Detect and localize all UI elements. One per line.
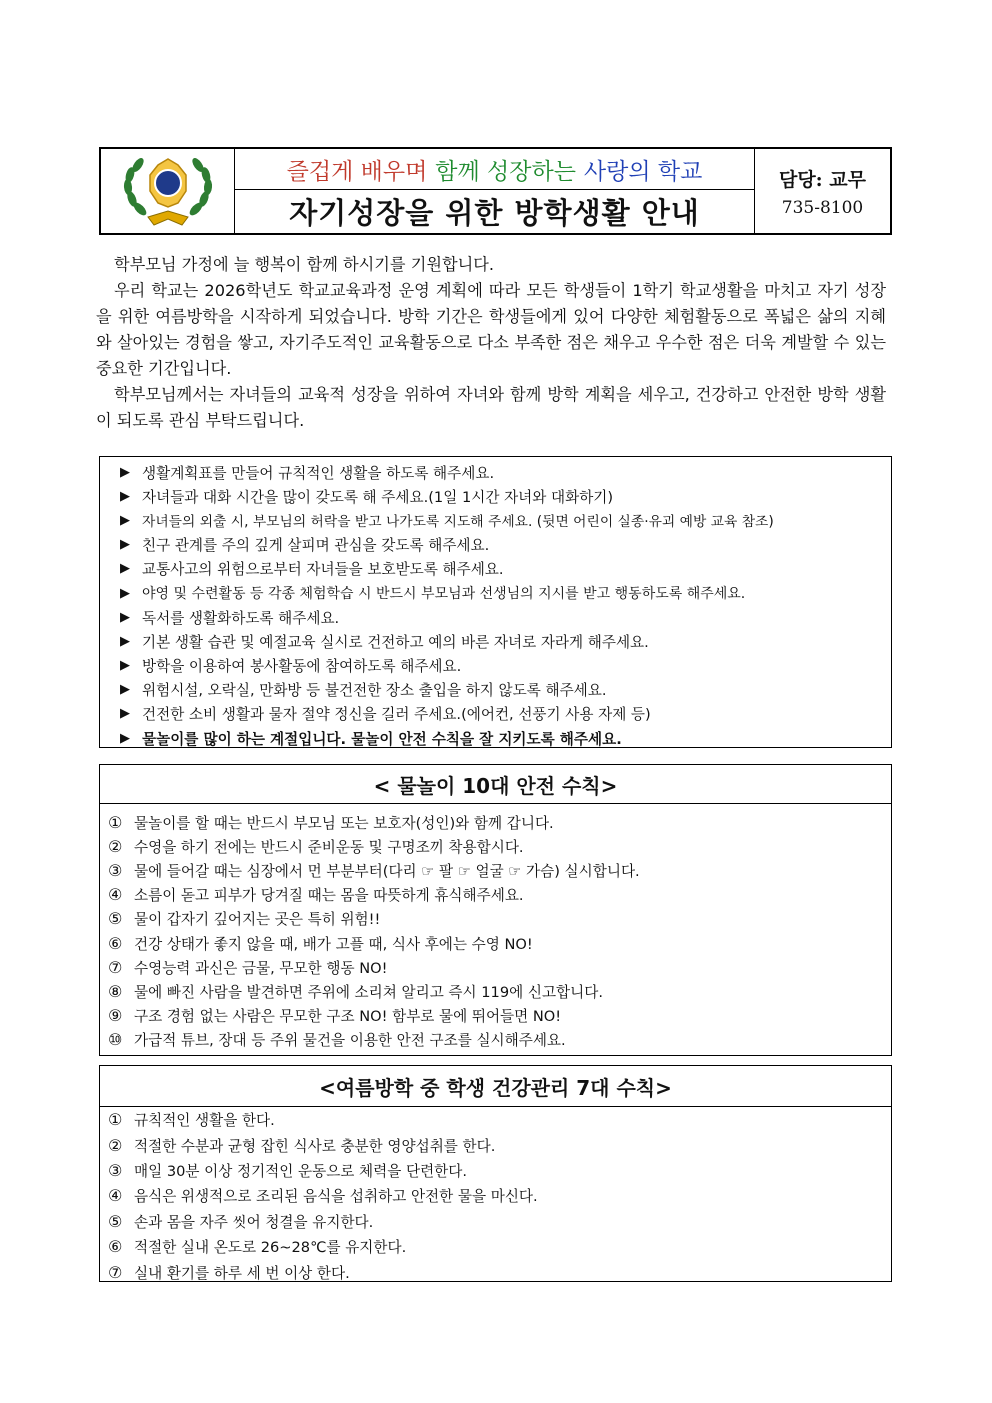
guide-item-text: 생활계획표를 만들어 규칙적인 생활을 하도록 해주세요. xyxy=(142,464,495,482)
rule-text: 매일 30분 이상 정기적인 운동으로 체력을 단련한다. xyxy=(134,1162,467,1180)
health-rule xyxy=(100,1183,891,1208)
bullet-triangle-icon: ▶ xyxy=(120,682,130,698)
safety-rule xyxy=(100,1004,891,1028)
header-table xyxy=(99,147,892,235)
water-safety-box xyxy=(99,764,892,1056)
intro-paragraph-2: 학부모님께서는 자녀들의 교육적 성장을 위하여 자녀와 함께 방학 계획을 세우고, 건강하고 안전한 방학 생활이 되도록 관심 부탁드립니다. xyxy=(96,385,886,430)
motto-part-grow: 함께 성장하는 xyxy=(435,158,576,185)
bullet-triangle-icon: ▶ xyxy=(120,488,130,504)
guide-item xyxy=(120,702,891,726)
safety-rule xyxy=(100,810,891,834)
guide-item xyxy=(120,557,891,581)
health-rule xyxy=(100,1158,891,1183)
guide-item xyxy=(120,484,891,508)
rule-text: 물이 갑자기 깊어지는 곳은 특히 위험!! xyxy=(134,911,381,929)
health-rules-box xyxy=(99,1065,892,1282)
rule-number: ⑤ xyxy=(108,909,123,929)
rule-text: 가급적 튜브, 장대 등 주위 물건을 이용한 안전 구조를 실시해주세요. xyxy=(134,1032,566,1050)
health-rule xyxy=(100,1234,891,1259)
document-title: 자기성장을 위한 방학생활 안내 xyxy=(289,196,700,230)
rule-number: ④ xyxy=(108,1186,123,1206)
rule-text: 구조 경험 없는 사람은 무모한 구조 NO! 함부로 물에 뛰어들면 NO! xyxy=(134,1008,562,1026)
rule-text: 물에 들어갈 때는 심장에서 먼 부분부터(다리 ☞ 팔 ☞ 얼굴 ☞ 가슴) 실시합니다. xyxy=(134,862,640,880)
rule-number: ⑩ xyxy=(108,1030,123,1050)
rule-number: ⑤ xyxy=(108,1211,123,1231)
safety-rule xyxy=(100,883,891,907)
rule-number: ⑥ xyxy=(108,933,123,953)
rule-number: ① xyxy=(108,1110,123,1130)
safety-rule xyxy=(100,979,891,1003)
rule-number: ⑨ xyxy=(108,1006,123,1026)
contact-role: 담당: 교무 xyxy=(778,168,867,191)
health-rules-heading: <여름방학 중 학생 건강관리 7대 수칙> xyxy=(100,1066,891,1107)
guide-item-highlight xyxy=(120,726,891,750)
rule-text: 물놀이를 할 때는 반드시 부모님 또는 보호자(성인)와 함께 갑니다. xyxy=(134,814,554,832)
guide-item xyxy=(120,678,891,702)
health-rule xyxy=(100,1132,891,1157)
guide-item-text: 건전한 소비 생활과 물자 절약 정신을 길러 주세요.(에어컨, 선풍기 사용 자제 등) xyxy=(142,706,651,724)
guidance-list xyxy=(99,456,892,748)
rule-number: ⑦ xyxy=(108,1262,123,1282)
rule-text: 수영을 하기 전에는 반드시 준비운동 및 구명조끼 착용합시다. xyxy=(134,838,524,856)
safety-rule xyxy=(100,858,891,882)
water-safety-heading: < 물놀이 10대 안전 수칙> xyxy=(100,765,891,804)
school-motto xyxy=(235,149,754,190)
rule-number: ② xyxy=(108,1135,123,1155)
rule-text: 적절한 수분과 균형 잡힌 식사로 충분한 영양섭취를 한다. xyxy=(134,1137,496,1155)
guide-item xyxy=(120,508,891,532)
guide-item-text: 물놀이를 많이 하는 계절입니다. 물놀이 안전 수칙을 잘 지키도록 해주세요. xyxy=(142,730,622,748)
rule-number: ③ xyxy=(108,1160,123,1180)
guide-item xyxy=(120,581,891,605)
rule-number: ④ xyxy=(108,885,123,905)
safety-rule xyxy=(100,1028,891,1052)
health-rule xyxy=(100,1259,891,1284)
health-rule xyxy=(100,1209,891,1234)
bullet-triangle-icon: ▶ xyxy=(120,730,130,746)
logo-cell xyxy=(101,149,235,233)
health-rule xyxy=(100,1107,891,1132)
contact-cell xyxy=(755,149,890,233)
guide-item xyxy=(120,460,891,484)
rule-number: ⑦ xyxy=(108,957,123,977)
guide-item-text: 자녀들의 외출 시, 부모님의 허락을 받고 나가도록 지도해 주세요. (뒷면 어린이 실종·유괴 예방 교육 참조) xyxy=(142,514,774,531)
guide-item-text: 교통사고의 위험으로부터 자녀들을 보호받도록 해주세요. xyxy=(142,561,504,579)
water-safety-list xyxy=(100,804,891,1052)
rule-text: 손과 몸을 자주 씻어 청결을 유지한다. xyxy=(134,1213,374,1231)
safety-rule xyxy=(100,907,891,931)
safety-rule xyxy=(100,834,891,858)
guide-item-text: 위험시설, 오락실, 만화방 등 불건전한 장소 출입을 하지 않도록 해주세요. xyxy=(142,682,607,700)
bullet-triangle-icon: ▶ xyxy=(120,658,130,674)
guide-item-text: 기본 생활 습관 및 예절교육 실시로 건전하고 예의 바른 자녀로 자라게 해주세요. xyxy=(142,633,649,651)
guide-item-text: 자녀들과 대화 시간을 많이 갖도록 해 주세요.(1일 1시간 자녀와 대화하기) xyxy=(142,488,614,506)
rule-number: ② xyxy=(108,836,123,856)
safety-rule xyxy=(100,955,891,979)
rule-number: ③ xyxy=(108,860,123,880)
rule-text: 음식은 위생적으로 조리된 음식을 섭취하고 안전한 물을 마신다. xyxy=(134,1188,538,1206)
contact-phone: 735-8100 xyxy=(781,197,864,218)
school-emblem-icon xyxy=(118,151,218,231)
guide-item xyxy=(120,654,891,678)
bullet-triangle-icon: ▶ xyxy=(120,464,130,480)
bullet-triangle-icon: ▶ xyxy=(120,561,130,577)
guide-item xyxy=(120,533,891,557)
guide-item xyxy=(120,605,891,629)
guide-item-text: 야영 및 수련활동 등 각종 체험학습 시 반드시 부모님과 선생님의 지시를 받고 행동하도록 해주세요. xyxy=(142,586,746,603)
rule-number: ① xyxy=(108,812,123,832)
health-rules-list xyxy=(100,1107,891,1285)
rule-text: 규칙적인 생활을 한다. xyxy=(134,1112,275,1130)
rule-text: 실내 환기를 하루 세 번 이상 한다. xyxy=(134,1264,350,1282)
rule-text: 물에 빠진 사람을 발견하면 주위에 소리쳐 알리고 즉시 119에 신고합니다. xyxy=(134,983,603,1001)
guide-item-text: 독서를 생활화하도록 해주세요. xyxy=(142,609,340,627)
rule-text: 수영능력 과신은 금물, 무모한 행동 NO! xyxy=(134,959,388,977)
bullet-triangle-icon: ▶ xyxy=(120,609,130,625)
bullet-triangle-icon: ▶ xyxy=(120,512,130,528)
safety-rule xyxy=(100,931,891,955)
motto-part-love: 사랑의 학교 xyxy=(583,158,703,185)
intro-text xyxy=(96,252,886,434)
bullet-triangle-icon: ▶ xyxy=(120,537,130,553)
rule-number: ⑥ xyxy=(108,1237,123,1257)
bullet-triangle-icon: ▶ xyxy=(120,585,130,601)
rule-text: 소름이 돋고 피부가 당겨질 때는 몸을 따뜻하게 휴식해주세요. xyxy=(134,887,524,905)
title-cell xyxy=(235,149,755,233)
bullet-triangle-icon: ▶ xyxy=(120,633,130,649)
intro-greeting: 학부모님 가정에 늘 행복이 함께 하시기를 기원합니다. xyxy=(114,255,495,274)
guide-item-text: 방학을 이용하여 봉사활동에 참여하도록 해주세요. xyxy=(142,658,462,676)
guide-item-text: 친구 관계를 주의 깊게 살피며 관심을 갖도록 해주세요. xyxy=(142,537,490,555)
motto-part-learn: 즐겁게 배우며 xyxy=(286,158,428,185)
rule-text: 건강 상태가 좋지 않을 때, 배가 고플 때, 식사 후에는 수영 NO! xyxy=(134,935,533,953)
rule-text: 적절한 실내 온도로 26~28℃를 유지한다. xyxy=(134,1239,407,1257)
bullet-triangle-icon: ▶ xyxy=(120,706,130,722)
intro-paragraph-1: 우리 학교는 2026학년도 학교교육과정 운영 계획에 따라 모든 학생들이 1학기 학교생활을 마치고 자기 성장을 위한 여름방학을 시작하게 되었습니다. 방학 기간은 학생들에게 있어 다양한 체험활동으로 폭넓은 삶의 지혜와 살아있는 경험을 쌓고, 자기주도적인 교육활동으로 다소 부족한 점은 채우고 우수한 점은 더욱 계발할 수 있는 중요한 기간입니다. xyxy=(96,281,886,378)
guide-item xyxy=(120,629,891,653)
rule-number: ⑧ xyxy=(108,981,123,1001)
